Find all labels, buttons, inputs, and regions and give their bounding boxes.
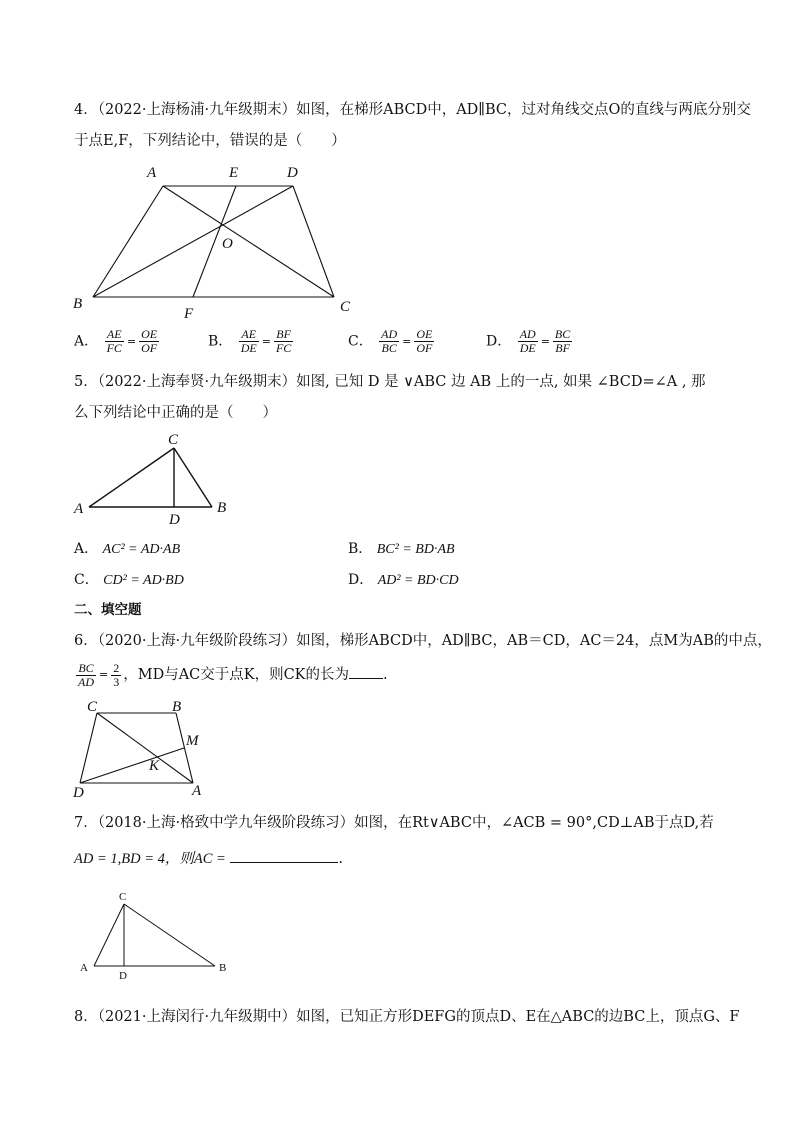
q7-stem-line1: 7．（2018·上海·格致中学九年级阶段练习）如图，在Rt∨ABC中，∠ACB = 90°,CD⊥AB于点D,若 [74,815,714,831]
q4-label-A: A [147,165,157,181]
q5-label-D: D [169,512,180,528]
q4-trapezoid-figure [93,186,334,297]
q4-stem-line2: 于点E,F，下列结论中，错误的是（ ） [74,133,346,149]
q6-label-M: M [186,733,199,749]
q6-label-A: A [192,783,202,799]
q4-label-C: C [340,299,351,315]
q5-label-C: C [168,432,179,448]
q5-stem-line1: 5．（2022·上海奉贤·九年级期末）如图, 已知 D 是 ∨ABC 边 AB 上的一点, 如果 ∠BCD=∠A , 那 [74,374,706,390]
section-heading-fill-blank: 二、填空题 [74,602,142,618]
q4-label-B: B [73,296,83,312]
q7-answer-blank[interactable] [230,862,338,863]
q5-triangle-figure [89,448,212,507]
q6-stem-line2: $\frac{BC}{AD}$ = $\frac{2}{3}$ ，MD与AC交于点K，则CK的长为 . [78,660,388,689]
q6-answer-blank[interactable] [349,678,383,679]
q4-label-F: F [184,306,194,322]
q7-label-B: B [219,962,227,974]
q7-stem-line2: AD = 1,BD = 4，则AC = . [74,851,344,867]
q4-option-d[interactable]: D． $\frac{AD}{DE}$ = $\frac{BC}{BF}$ [486,327,571,355]
q5-option-a[interactable]: A． AC² = AD·AB [74,541,181,557]
q7-label-D: D [119,970,127,982]
q4-label-O: O [222,236,233,252]
q5-label-A: A [74,501,84,517]
q5-option-b[interactable]: B． BC² = BD·AB [348,541,455,557]
q6-label-K: K [149,758,160,774]
q4-option-c[interactable]: C． $\frac{AD}{BC}$ = $\frac{OE}{OF}$ [348,327,433,355]
q4-stem-line1: 4．（2022·上海杨浦·九年级期末）如图，在梯形ABCD中，AD∥BC，过对角线交点O的直线与两底分别交 [74,102,751,118]
q5-stem-line2: 么下列结论中正确的是（ ） [74,405,277,421]
q6-fraction-bc-ad: $\frac{BC}{AD}$ [78,660,94,689]
q6-label-B: B [172,699,182,715]
q4-option-a[interactable]: A． $\frac{AE}{FC}$ = $\frac{OE}{OF}$ [74,327,158,355]
q7-label-C: C [119,891,127,903]
q5-option-d[interactable]: D． AD² = BD·CD [348,572,459,588]
q7-triangle-figure [94,904,215,966]
q8-stem-line1: 8．（2021·上海闵行·九年级期中）如图，已知正方形DEFG的顶点D、E在△ABC的边BC上，顶点G、F [74,1009,740,1025]
q5-option-c[interactable]: C． CD² = AD·BD [74,572,184,588]
q6-trapezoid-figure [80,713,193,783]
q7-label-A: A [80,962,88,974]
q4-label-E: E [229,165,239,181]
q4-option-b[interactable]: B． $\frac{AE}{DE}$ = $\frac{BF}{FC}$ [208,327,292,355]
q6-stem-line1: 6．（2020·上海·九年级阶段练习）如图，梯形ABCD中，AD∥BC，AB＝CD，AC＝24，点M为AB的中点， [74,633,772,649]
q4-label-D: D [287,165,298,181]
q6-fraction-2-3: $\frac{2}{3}$ [113,660,120,689]
q6-label-C: C [87,699,98,715]
q5-label-B: B [217,500,227,516]
q6-label-D: D [73,785,84,801]
